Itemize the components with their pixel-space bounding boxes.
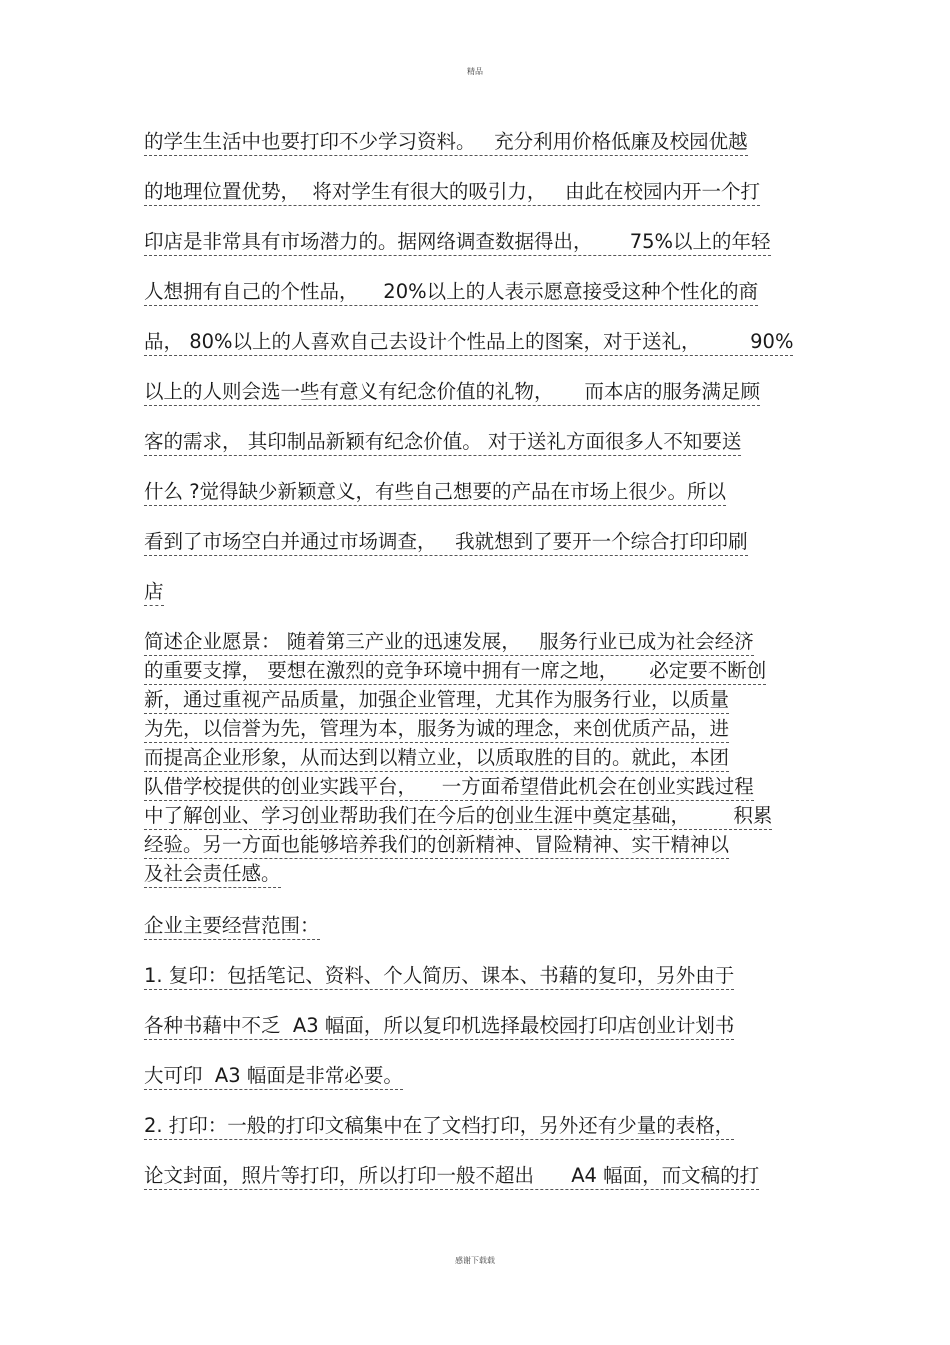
- list-item-line: 各种书藉中不乏 A3 幅面，所以复印机选择最校园打印店创业计划书: [144, 1014, 734, 1040]
- list-item-line: 1. 复印：包括笔记、资料、个人简历、课本、书藉的复印，另外由于: [144, 964, 734, 990]
- text-line: 什么 ?觉得缺少新颖意义，有些自己想要的产品在市场上很少。所以: [144, 480, 726, 506]
- list-item-line: 论文封面，照片等打印，所以打印一般不超出 A4 幅面，而文稿的打: [144, 1164, 759, 1190]
- list-item-line: 大可印 A3 幅面是非常必要。: [144, 1064, 403, 1090]
- text-line: 的地理位置优势， 将对学生有很大的吸引力， 由此在校园内开一个打: [144, 180, 760, 206]
- text-line: 的重要支撑， 要想在激烈的竞争环境中拥有一席之地， 必定要不断创: [144, 659, 766, 685]
- text-line: 看到了市场空白并通过市场调查， 我就想到了要开一个综合打印印刷: [144, 530, 748, 556]
- text-line: 经验。另一方面也能够培养我们的创新精神、冒险精神、实干精神以: [144, 833, 729, 859]
- text-line: 人想拥有自己的个性品， 20%以上的人表示愿意接受这种个性化的商: [144, 280, 758, 306]
- text-line: 印店是非常具有市场潜力的。据网络调查数据得出， 75%以上的年轻: [144, 230, 771, 256]
- list-item-line: 2. 打印：一般的打印文稿集中在了文档打印，另外还有少量的表格，: [144, 1114, 734, 1140]
- section-heading: 企业主要经营范围：: [144, 914, 320, 940]
- page-header: 精品: [467, 67, 483, 76]
- text-line: 队借学校提供的创业实践平台， 一方面希望借此机会在创业实践过程: [144, 775, 754, 801]
- text-line: 客的需求， 其印制品新颖有纪念价值。 对于送礼方面很多人不知要送: [144, 430, 741, 456]
- text-line: 为先，以信誉为先，管理为本，服务为诚的理念，来创优质产品，进: [144, 717, 729, 743]
- text-line: 而提高企业形象，从而达到以精立业，以质取胜的目的。就此，本团: [144, 746, 729, 772]
- page-footer: 感谢下载载: [455, 1256, 495, 1265]
- text-line: 以上的人则会选一些有意义有纪念价值的礼物， 而本店的服务满足顾: [144, 380, 760, 406]
- text-line: 新，通过重视产品质量，加强企业管理，尤其作为服务行业，以质量: [144, 688, 729, 714]
- text-line: 品， 80%以上的人喜欢自己去设计个性品上的图案，对于送礼， 90%: [144, 330, 793, 356]
- text-line: 店: [144, 580, 164, 606]
- text-line: 简述企业愿景： 随着第三产业的迅速发展， 服务行业已成为社会经济: [144, 630, 754, 656]
- text-line: 中了解创业、学习创业帮助我们在今后的创业生涯中奠定基础， 积累: [144, 804, 772, 830]
- text-line: 及社会责任感。: [144, 862, 281, 888]
- text-line: 的学生生活中也要打印不少学习资料。 充分利用价格低廉及校园优越: [144, 130, 748, 156]
